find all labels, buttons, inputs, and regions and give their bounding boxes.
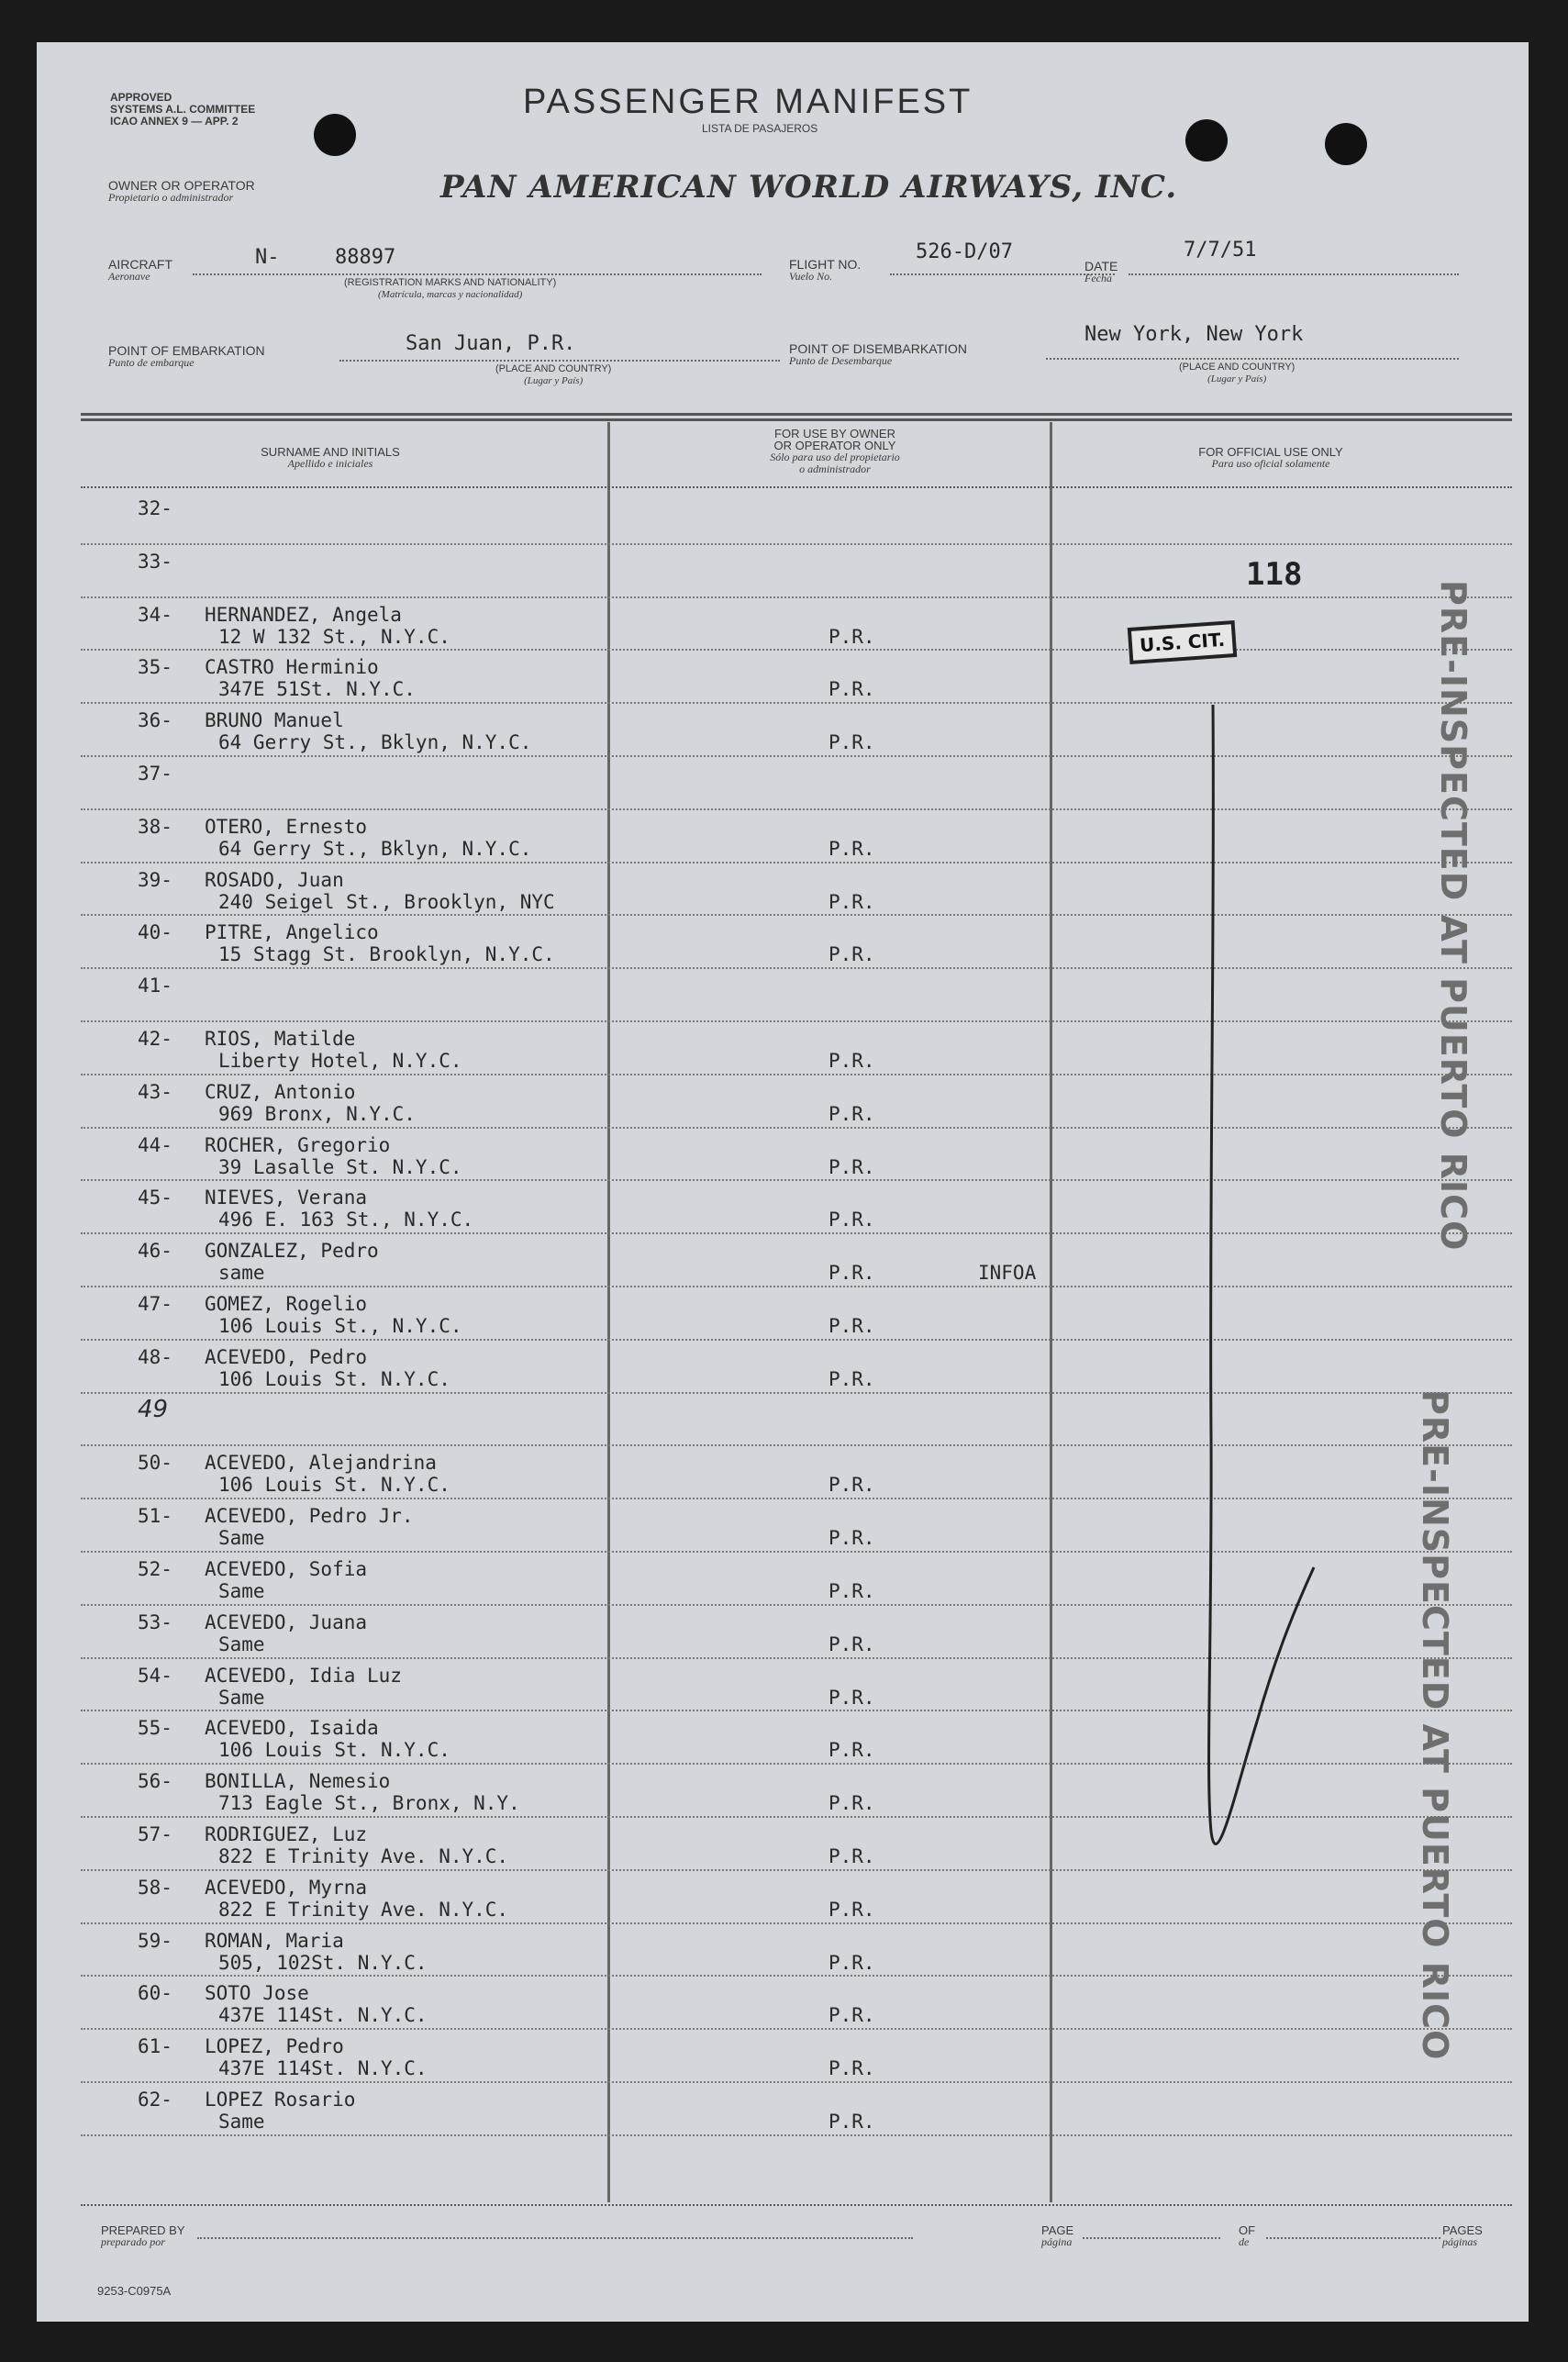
passenger-name: BONILLA, Nemesio (205, 1770, 391, 1793)
passenger-address: same (218, 1262, 265, 1285)
punch-hole (1185, 119, 1228, 162)
passenger-name: OTERO, Ernesto (205, 815, 368, 838)
form-code: 9253-C0975A (97, 2284, 172, 2298)
manifest-title-es: LISTA DE PASAJEROS (702, 122, 818, 135)
aircraft-value: 88897 (335, 246, 396, 269)
passenger-row (81, 492, 1512, 545)
row-number: 35- (138, 656, 172, 679)
flight-line (890, 273, 1115, 275)
operator-code: P.R. (828, 625, 875, 648)
us-citizen-stamp: U.S. CIT. (1128, 620, 1238, 664)
operator-code: P.R. (828, 2111, 875, 2133)
passenger-name: ACEVEDO, Pedro (205, 1345, 368, 1368)
date-line (1129, 273, 1459, 275)
operator-code: P.R. (828, 1155, 875, 1178)
embark-value: San Juan, P.R. (406, 332, 576, 355)
passenger-address: Same (218, 1527, 265, 1550)
of-label: OF de (1239, 2223, 1256, 2248)
embark-label: POINT OF EMBARKATION Punto de embarque (108, 343, 265, 369)
row-number: 42- (138, 1028, 172, 1050)
pre-inspected-stamp: PRE-INSPECTED AT PUERTO RICO (1433, 580, 1473, 1252)
passenger-name: ACEVEDO, Alejandrina (205, 1452, 437, 1475)
passenger-name: RODRIGUEZ, Luz (205, 1823, 368, 1845)
row-number: 43- (138, 1080, 172, 1103)
passenger-name: ACEVEDO, Idia Luz (205, 1664, 402, 1687)
passenger-name: ACEVEDO, Isaida (205, 1717, 379, 1740)
passenger-name: ACEVEDO, Pedro Jr. (205, 1505, 414, 1528)
operator-code: P.R. (828, 2057, 875, 2080)
row-number: 45- (138, 1187, 172, 1209)
approval-line: APPROVED (110, 91, 172, 104)
embark-caption: (PLACE AND COUNTRY) (Lugar y País) (495, 363, 612, 386)
passenger-name: PITRE, Angelico (205, 921, 379, 944)
passenger-name: CRUZ, Antonio (205, 1080, 356, 1103)
table-top-rule (81, 418, 1512, 421)
operator-code: P.R. (828, 1315, 875, 1337)
operator-code: P.R. (828, 1474, 875, 1497)
pencil-check-mark (1156, 685, 1340, 1969)
operator-code: P.R. (828, 1367, 875, 1390)
passenger-row (81, 2083, 1512, 2136)
row-number: 61- (138, 2035, 172, 2058)
row-number: 52- (138, 1558, 172, 1580)
passenger-name: BRUNO Manuel (205, 709, 344, 732)
pre-inspected-stamp: PRE-INSPECTED AT PUERTO RICO (1415, 1389, 1455, 2061)
disembark-value: New York, New York (1084, 323, 1304, 346)
passenger-name: GOMEZ, Rogelio (205, 1293, 368, 1315)
header-rule (81, 486, 1512, 488)
owner-value: PAN AMERICAN WORLD AIRWAYS, INC. (440, 169, 1178, 206)
passenger-address: 240 Seigel St., Brooklyn, NYC (218, 890, 555, 913)
row-number: 39- (138, 868, 172, 891)
operator-code: P.R. (828, 1898, 875, 1921)
passenger-address: 106 Louis St. N.Y.C. (218, 1474, 450, 1497)
operator-code: P.R. (828, 1686, 875, 1709)
passenger-address: 347E 51St. N.Y.C. (218, 678, 416, 701)
disembark-caption: (PLACE AND COUNTRY) (Lugar y País) (1179, 362, 1296, 384)
operator-code: P.R. (828, 1739, 875, 1762)
row-number: 48- (138, 1345, 172, 1368)
disembark-label: POINT OF DISEMBARKATION Punto de Desembarque (789, 341, 967, 367)
passenger-address: Liberty Hotel, N.Y.C. (218, 1050, 462, 1072)
aircraft-prefix: N- (255, 246, 280, 269)
embark-line (339, 360, 780, 362)
passenger-name: HERNANDEZ, Angela (205, 603, 402, 626)
row-number: 33- (138, 550, 172, 573)
manifest-title: PASSENGER MANIFEST (523, 83, 973, 121)
passenger-name: LOPEZ, Pedro (205, 2035, 344, 2058)
passenger-address: 106 Louis St., N.Y.C. (218, 1315, 462, 1337)
row-number: 60- (138, 1982, 172, 2005)
passenger-address: 39 Lasalle St. N.Y.C. (218, 1155, 462, 1178)
operator-code: P.R. (828, 943, 875, 966)
passenger-name: SOTO Jose (205, 1982, 309, 2005)
passenger-address: Same (218, 1632, 265, 1655)
passenger-address: 437E 114St. N.Y.C. (218, 2057, 428, 2080)
row-number: 56- (138, 1770, 172, 1793)
table-top-rule (81, 413, 1512, 416)
operator-code: P.R. (828, 1951, 875, 1974)
manifest-sheet (37, 42, 1529, 2322)
footer-rule (81, 2204, 1512, 2206)
row-number: 44- (138, 1133, 172, 1156)
passenger-name: GONZALEZ, Pedro (205, 1240, 379, 1263)
passenger-address: 822 E Trinity Ave. N.Y.C. (218, 1845, 509, 1867)
passenger-address: 15 Stagg St. Brooklyn, N.Y.C. (218, 943, 555, 966)
row-number: 41- (138, 975, 172, 997)
passenger-name: NIEVES, Verana (205, 1187, 368, 1209)
row-number: 32- (138, 497, 172, 519)
passenger-name: ACEVEDO, Myrna (205, 1876, 368, 1899)
passenger-name: ROSADO, Juan (205, 868, 344, 891)
passenger-address: 12 W 132 St., N.Y.C. (218, 625, 450, 648)
passenger-name: LOPEZ Rosario (205, 2089, 356, 2111)
date-label: DATE Fecha (1084, 259, 1118, 284)
row-number: 40- (138, 921, 172, 944)
passenger-address: 496 E. 163 St., N.Y.C. (218, 1209, 474, 1231)
operator-code: P.R. (828, 1209, 875, 1231)
pages-label: PAGES páginas (1442, 2223, 1483, 2248)
row-number: 49 (138, 1395, 169, 1423)
aircraft-caption: (REGISTRATION MARKS AND NATIONALITY) (Matrícula, marcas y nacionalidad) (344, 277, 557, 300)
passenger-address: Same (218, 2111, 265, 2133)
date-value: 7/7/51 (1184, 239, 1257, 262)
row-number: 59- (138, 1929, 172, 1952)
passenger-row (81, 598, 1512, 652)
passenger-row (81, 2030, 1512, 2083)
row-number: 51- (138, 1505, 172, 1528)
row-number: 53- (138, 1610, 172, 1633)
operator-code: P.R. (828, 1845, 875, 1867)
row-number: 54- (138, 1664, 172, 1687)
approval-line: ICAO ANNEX 9 — APP. 2 (110, 115, 239, 128)
punch-hole (314, 114, 356, 156)
owner-label: OWNER OR OPERATOR Propietario o administrador (108, 178, 255, 204)
approval-line: SYSTEMS A.L. COMMITTEE (110, 103, 256, 116)
row-number: 57- (138, 1823, 172, 1845)
row-number: 46- (138, 1240, 172, 1263)
disembark-line (1046, 358, 1459, 360)
official-count: 118 (1246, 556, 1303, 593)
passenger-name: CASTRO Herminio (205, 656, 379, 679)
passenger-name: ROCHER, Gregorio (205, 1133, 391, 1156)
col-header-official: FOR OFFICIAL USE ONLY Para uso oficial solamente (1198, 445, 1343, 470)
passenger-address: 437E 114St. N.Y.C. (218, 2004, 428, 2027)
operator-code: P.R. (828, 678, 875, 701)
passenger-address: 713 Eagle St., Bronx, N.Y. (218, 1792, 520, 1815)
flight-value: 526-D/07 (916, 240, 1013, 263)
passenger-name: ACEVEDO, Sofia (205, 1558, 368, 1580)
row-number: 37- (138, 763, 172, 785)
flight-label: FLIGHT NO. Vuelo No. (789, 257, 862, 283)
operator-code: P.R. (828, 1102, 875, 1125)
row-number: 62- (138, 2089, 172, 2111)
passenger-name: RIOS, Matilde (205, 1028, 356, 1050)
passenger-address: Same (218, 1580, 265, 1602)
row-number: 34- (138, 603, 172, 626)
row-number: 47- (138, 1293, 172, 1315)
passenger-address: 106 Louis St. N.Y.C. (218, 1367, 450, 1390)
passenger-name: ACEVEDO, Juana (205, 1610, 368, 1633)
row-number: 36- (138, 709, 172, 732)
page-line (1083, 2237, 1220, 2239)
prepared-by-label: PREPARED BY preparado por (101, 2223, 185, 2248)
operator-code: P.R. (828, 731, 875, 754)
passenger-address: 64 Gerry St., Bklyn, N.Y.C. (218, 837, 532, 860)
operator-code: P.R. (828, 1262, 875, 1285)
row-number: 55- (138, 1717, 172, 1740)
row-number: 50- (138, 1452, 172, 1475)
prepared-by-line (197, 2237, 913, 2239)
operator-code: P.R. (828, 1050, 875, 1072)
operator-code: P.R. (828, 890, 875, 913)
col-header-operator: FOR USE BY OWNER OR OPERATOR ONLY Sólo para uso del propietario o administrador (770, 427, 900, 475)
operator-note: INFOA (978, 1262, 1037, 1285)
passenger-address: 969 Bronx, N.Y.C. (218, 1102, 416, 1125)
aircraft-line (193, 273, 762, 275)
aircraft-label: AIRCRAFT Aeronave (108, 257, 172, 283)
passenger-row (81, 1977, 1512, 2030)
operator-code: P.R. (828, 1580, 875, 1602)
passenger-address: 64 Gerry St., Bklyn, N.Y.C. (218, 731, 532, 754)
operator-code: P.R. (828, 2004, 875, 2027)
col-header-surname: SURNAME AND INITIALS Apellido e iniciales (261, 445, 400, 470)
passenger-address: 505, 102St. N.Y.C. (218, 1951, 428, 1974)
operator-code: P.R. (828, 1527, 875, 1550)
punch-hole (1325, 123, 1367, 165)
passenger-address: 822 E Trinity Ave. N.Y.C. (218, 1898, 509, 1921)
operator-code: P.R. (828, 1632, 875, 1655)
row-separator (81, 2134, 1512, 2136)
of-line (1266, 2237, 1440, 2239)
approval-block (110, 92, 255, 128)
passenger-address: Same (218, 1686, 265, 1709)
row-number: 58- (138, 1876, 172, 1899)
row-number: 38- (138, 815, 172, 838)
operator-code: P.R. (828, 1792, 875, 1815)
passenger-address: 106 Louis St. N.Y.C. (218, 1739, 450, 1762)
page-label: PAGE página (1041, 2223, 1074, 2248)
passenger-name: ROMAN, Maria (205, 1929, 344, 1952)
operator-code: P.R. (828, 837, 875, 860)
